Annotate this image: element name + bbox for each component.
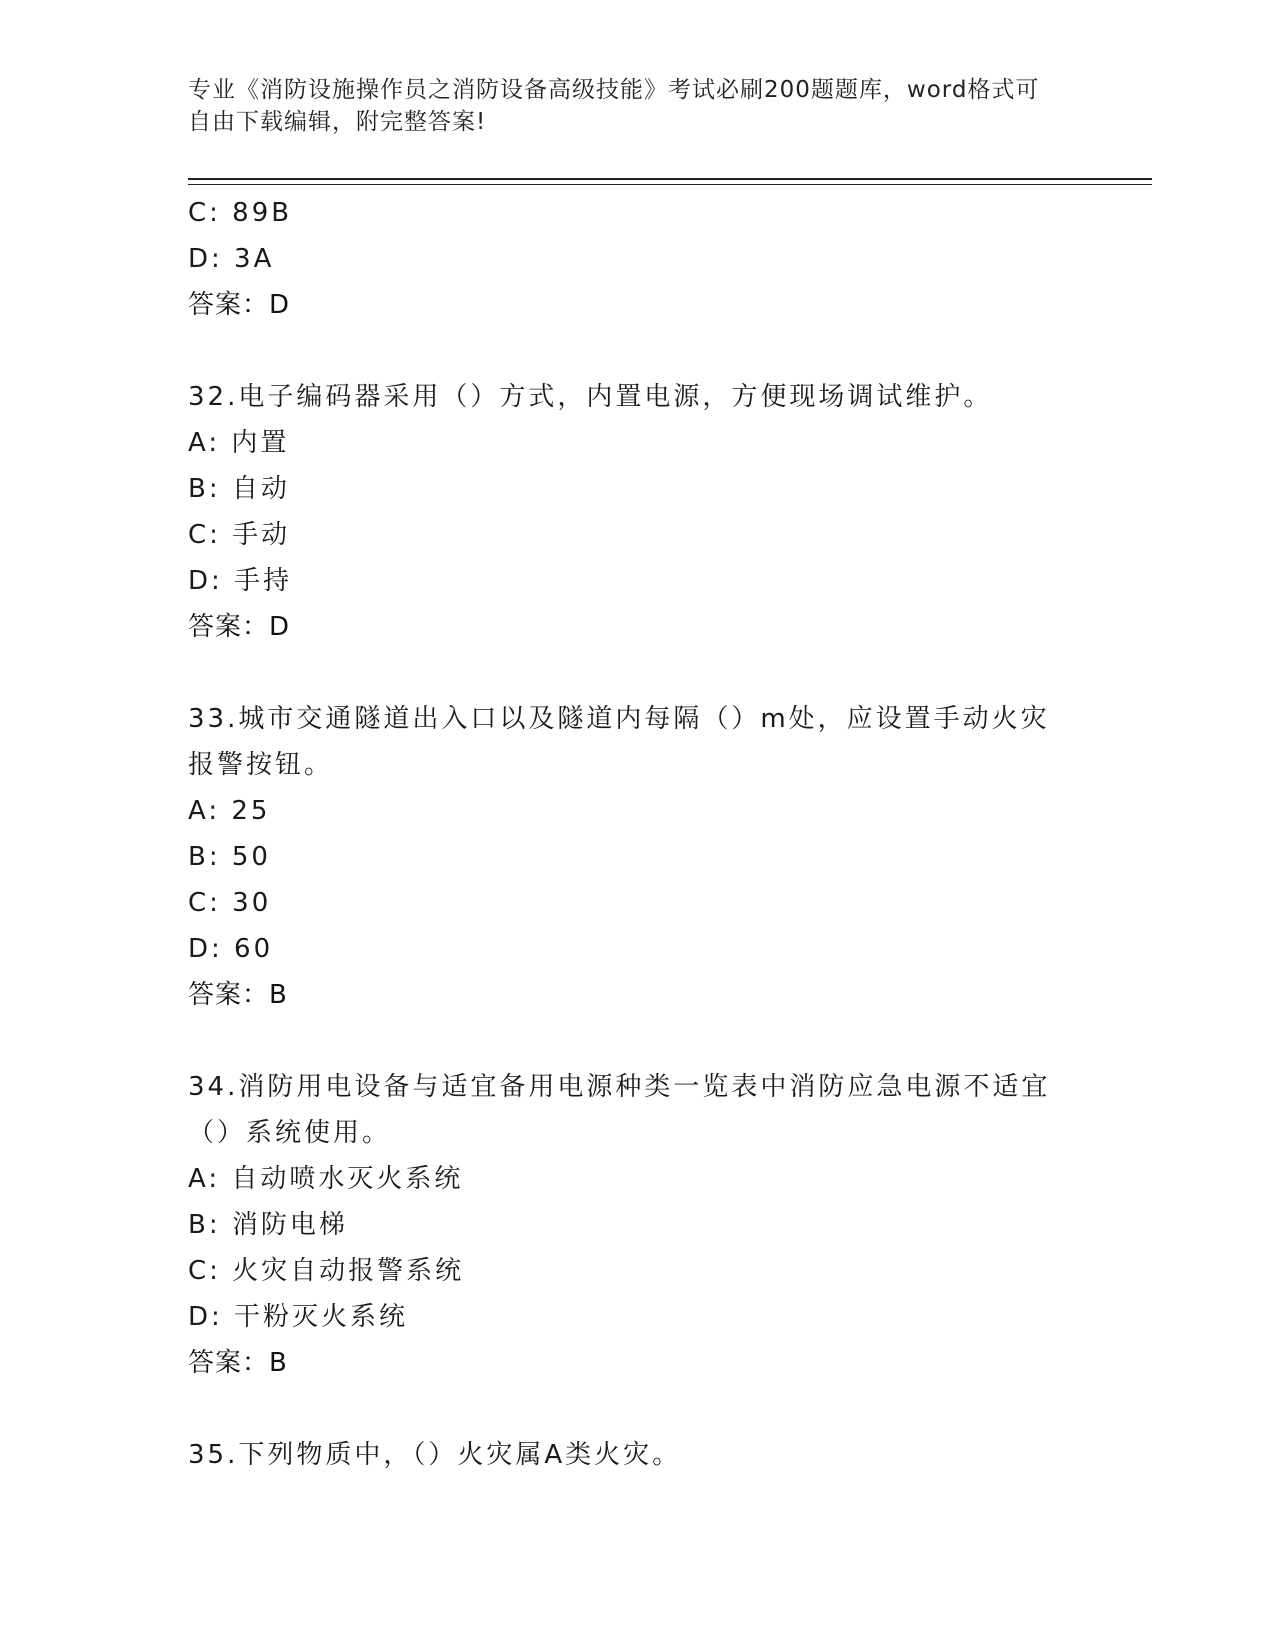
spacer (188, 328, 1088, 374)
header-divider-thin (188, 184, 1152, 185)
question-text: 35.下列物质中，（）火灾属A类火灾。 (188, 1440, 682, 1470)
question-block-32 (188, 374, 1088, 650)
question-block-35 (188, 1432, 1088, 1478)
option-d: D: 手持 (188, 566, 293, 596)
previous-question-tail (188, 190, 1088, 328)
question-text: 32.电子编码器采用（）方式，内置电源，方便现场调试维护。 (188, 382, 993, 412)
header-divider-thick (188, 178, 1152, 180)
option-d: D: 60 (188, 934, 274, 964)
option-b: B: 自动 (188, 474, 290, 504)
spacer (188, 1386, 1088, 1432)
option-d: D: 干粉灭火系统 (188, 1302, 409, 1332)
question-block-33 (188, 696, 1088, 1018)
option-c: C: 89B (188, 198, 293, 228)
answer-line: 答案：B (188, 980, 288, 1010)
question-text: 34.消防用电设备与适宜备用电源种类一览表中消防应急电源不适宜（）系统使用。 (188, 1072, 1051, 1148)
spacer (188, 1018, 1088, 1064)
question-text: 33.城市交通隧道出入口以及隧道内每隔（）m处，应设置手动火灾报警按钮。 (188, 704, 1050, 780)
option-c: C: 手动 (188, 520, 291, 550)
answer-line: 答案：D (188, 612, 291, 642)
answer-line: 答案：D (188, 290, 291, 320)
question-block-34 (188, 1064, 1088, 1386)
option-b: B: 消防电梯 (188, 1210, 348, 1240)
option-b: B: 50 (188, 842, 271, 872)
option-c: C: 30 (188, 888, 272, 918)
option-a: A: 自动喷水灭火系统 (188, 1164, 464, 1194)
option-a: A: 内置 (188, 428, 290, 458)
document-header (188, 74, 1078, 138)
answer-line: 答案：B (188, 1348, 288, 1378)
question-content (188, 190, 1088, 1478)
option-c: C: 火灾自动报警系统 (188, 1256, 465, 1286)
spacer (188, 650, 1088, 696)
header-line-2: 自由下载编辑，附完整答案! (188, 109, 487, 135)
option-d: D: 3A (188, 244, 275, 274)
header-line-1: 专业《消防设施操作员之消防设备高级技能》考试必刷200题题库，word格式可 (188, 77, 1040, 103)
option-a: A: 25 (188, 796, 271, 826)
